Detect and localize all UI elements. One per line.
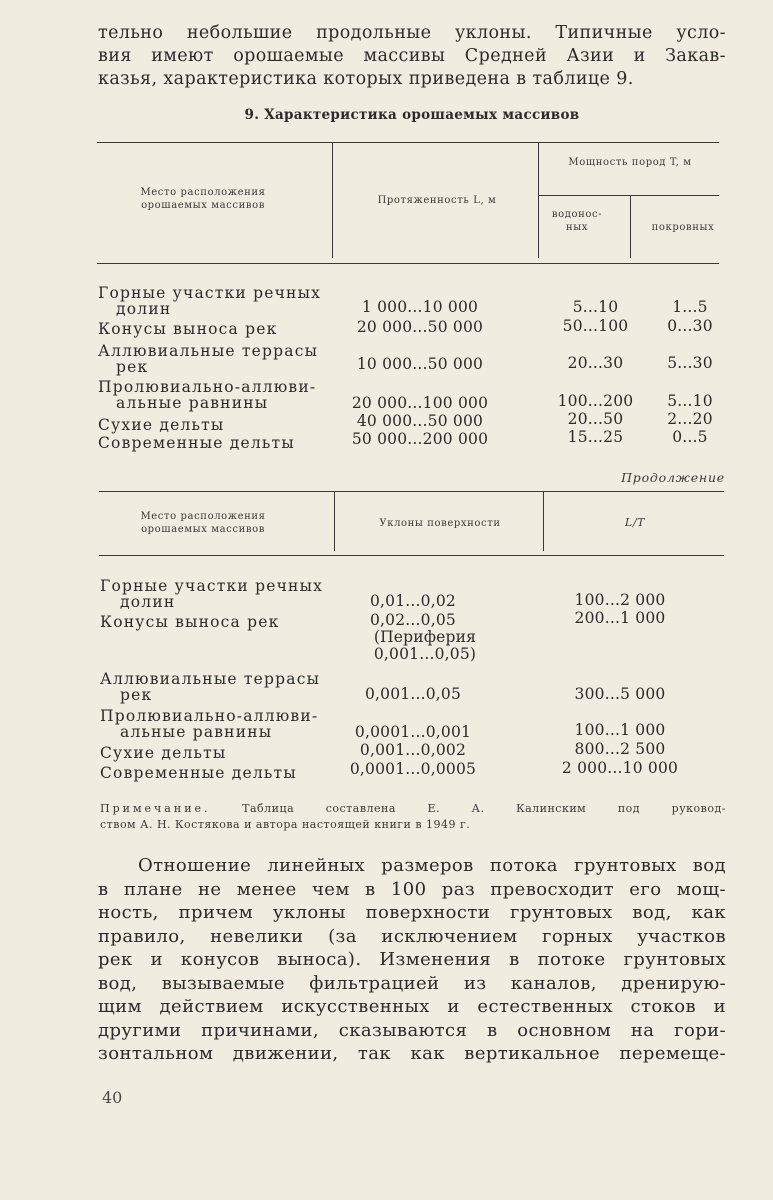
header-cover: покровных [651,222,715,233]
cell-cover: 5...30 [667,354,713,372]
table1-header-bottom-rule [97,263,719,264]
row-place: Современные дельты [100,764,297,782]
header-place: Место расположения орошаемых массивов [140,511,266,535]
intro-paragraph [98,22,726,91]
cell-ratio: 100...2 000 [574,591,666,609]
body-line: вод, вызываемые фильтрацией из каналов, дренирую- [98,972,726,994]
intro-line: вия имеют орошаемые массивы Средней Азии и Закав- [98,46,726,66]
row-place: Пролювиально-аллюви- альные равнины [100,707,319,741]
row-place: Сухие дельты [98,416,225,434]
header-slope: Уклоны поверхности [379,518,501,529]
cell-length: 40 000...50 000 [356,412,484,430]
row-place: Пролювиально-аллюви- альные равнины [98,378,317,412]
cell-slope: 0,001...0,002 [359,741,467,759]
row-place: Сухие дельты [100,744,227,762]
intro-line: тельно небольшие продольные уклоны. Типичные усло- [98,23,726,43]
cell-cover: 1...5 [672,298,708,316]
body-line: правило, невелики (за исключением горных участков [98,925,726,947]
cell-aquifer: 15...25 [567,428,624,446]
cell-slope: 0,01...0,02 [369,592,456,610]
cell-ratio: 2 000...10 000 [561,759,679,777]
cell-slope: 0,0001...0,0005 [349,760,477,778]
cell-cover: 5...10 [667,392,713,410]
cell-cover: 0...30 [667,317,713,335]
body-line: в плане не менее чем в 100 раз превосходит его мощ- [98,878,726,900]
row-place: Конусы выноса рек [98,320,278,338]
row-place: Конусы выноса рек [100,613,280,631]
cell-slope: 0,0001...0,001 [354,723,472,741]
intro-line: казья, характеристика которых приведена в таблице 9. [98,69,634,89]
header-thickness: Мощность пород T, м [568,157,692,168]
body-paragraph [98,854,726,1066]
row-place: Современные дельты [98,434,295,452]
cell-aquifer: 20...30 [567,354,624,372]
cell-ratio: 800...2 500 [574,740,666,758]
row-place: Горные участки речных долин [98,284,322,318]
body-line: рек и конусов выноса). Изменения в потоке грунтовых [98,949,726,970]
table1-top-rule [97,142,719,143]
body-line: Отношение линейных размеров потока грунтовых вод [138,855,726,876]
cell-ratio: 300...5 000 [574,685,666,703]
cell-slope: 0,001...0,05 [364,685,462,703]
header-aquifer: водонос-ных [551,209,603,233]
cell-aquifer: 100...200 [557,392,634,410]
table1-col-divider [630,195,631,258]
cell-length: 10 000...50 000 [356,355,484,373]
cell-length: 20 000...100 000 [351,394,489,412]
table2-col-divider [334,491,335,551]
table-note [100,801,726,833]
cell-ratio: 200...1 000 [574,609,666,627]
table2-col-divider [543,491,544,551]
note-line: Таблица составлена Е. А. Калинским под руковод- [242,802,726,815]
cell-length: 20 000...50 000 [356,318,484,336]
table-caption: 9. Характеристика орошаемых массивов [244,107,580,123]
table1-col-divider [332,142,333,258]
row-place: Горные участки речных долин [100,577,324,611]
page-number: 40 [102,1088,123,1107]
row-place: Аллювиальные террасы рек [100,670,321,704]
row-place: Аллювиальные террасы рек [98,342,319,376]
cell-aquifer: 20...50 [567,410,624,428]
body-line: другими причинами, сказываются в основном на гори- [98,1019,726,1041]
cell-length: 1 000...10 000 [361,298,479,316]
table1-col-divider [538,142,539,258]
cell-ratio: 100...1 000 [574,721,666,739]
table2-top-rule [99,491,724,492]
body-line: зонтальном движении, так как вертикальное перемеще- [98,1043,726,1064]
cell-slope: 0,02...0,05 (Периферия 0,001...0,05) [369,611,477,663]
body-line: щим действием искусственных и естественных стоков и [98,996,726,1017]
note-line: ством А. Н. Костякова и автора настоящей книги в 1949 г. [100,818,471,831]
cell-cover: 2...20 [667,410,713,428]
cell-aquifer: 50...100 [562,317,629,335]
note-label: Примечание. [100,802,211,815]
header-ratio: L/T [624,516,646,529]
table2-header-bottom-rule [99,555,724,556]
header-place: Место расположения орошаемых массивов [140,187,266,211]
cell-length: 50 000...200 000 [351,430,489,448]
cell-cover: 0...5 [672,428,708,446]
continuation-label: Продолжение [621,470,725,485]
header-length: Протяженность L, м [377,195,497,206]
cell-aquifer: 5...10 [572,298,619,316]
table1-subheader-rule [538,195,719,196]
body-line: ность, причем уклоны поверхности грунтовых вод, как [98,902,726,923]
